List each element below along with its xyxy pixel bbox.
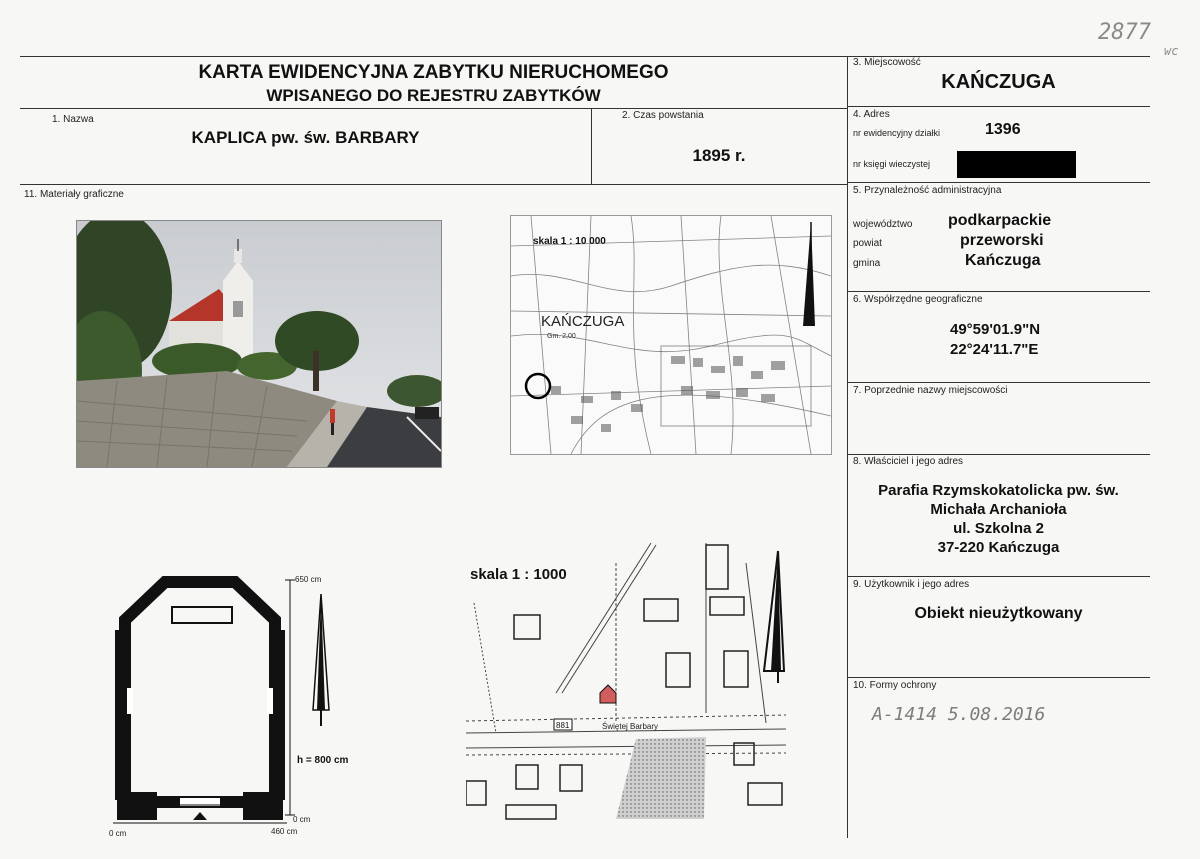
voivodeship-label: województwo (853, 219, 913, 230)
large-map-scale: skala 1 : 1000 (470, 566, 567, 583)
top-border (20, 56, 1150, 57)
road-number: 881 (556, 721, 570, 730)
protection-label: 10. Formy ochrony (853, 680, 937, 691)
fields-divider (20, 184, 847, 185)
owner-line-4: 37-220 Kańczuga (937, 539, 1060, 556)
plan-zero-left: 0 cm (109, 829, 127, 838)
plan-height-dimension: h = 800 cm (297, 755, 349, 766)
register-label: nr księgi wieczystej (853, 159, 931, 169)
date-value: 1895 r. (692, 146, 746, 165)
latitude-value: 49°59'01.9"N (950, 321, 1041, 338)
locality-label: 3. Miejscowość (853, 57, 921, 68)
plan-zero-right: 0 cm (293, 815, 311, 824)
plan-width-dimension: 460 cm (271, 827, 298, 836)
geo-label: 6. Współrzędne geograficzne (853, 294, 983, 305)
right-divider-5 (847, 454, 1150, 455)
name-label: 1. Nazwa (52, 114, 94, 125)
name-value: KAPLICA pw. św. BARBARY (191, 128, 420, 147)
register-redaction (957, 151, 1076, 178)
owner-line-3: ul. Szkolna 2 (953, 520, 1044, 537)
commune-value: Kańczuga (965, 252, 1041, 269)
page-subtitle: WPISANEGO DO REJESTRU ZABYTKÓW (266, 86, 601, 105)
parcel-value: 1396 (985, 121, 1021, 138)
map-scale-10000 (510, 215, 832, 455)
former-names-label: 7. Poprzednie nazwy miejscowości (853, 385, 1008, 396)
county-value: przeworski (960, 232, 1044, 249)
right-divider-7 (847, 677, 1150, 678)
map-scale-1000 (466, 543, 786, 823)
small-map-town: KAŃCZUGA (541, 313, 625, 330)
archive-suffix: wc (1164, 44, 1179, 58)
header-divider (20, 108, 847, 109)
parcel-label: nr ewidencyjny działki (853, 128, 941, 138)
column-divider (847, 56, 848, 838)
voivodeship-value: podkarpackie (948, 212, 1052, 229)
date-label: 2. Czas powstania (622, 110, 704, 121)
floor-plan (105, 570, 365, 840)
small-map-town-sub: Gm. 2,00 (547, 333, 576, 340)
owner-label: 8. Właściciel i jego adres (853, 456, 964, 467)
right-divider-2 (847, 182, 1150, 183)
owner-line-1: Parafia Rzymskokatolicka pw. św. (878, 482, 1119, 499)
address-label: 4. Adres (853, 109, 890, 120)
longitude-value: 22°24'11.7"E (950, 341, 1039, 358)
graphics-label: 11. Materiały graficzne (24, 189, 124, 200)
right-divider-4 (847, 382, 1150, 383)
street-label: Świętej Barbary (602, 722, 659, 731)
right-divider-3 (847, 291, 1150, 292)
small-map-scale: skala 1 : 10 000 (533, 236, 606, 247)
owner-line-2: Michała Archanioła (930, 501, 1067, 518)
chapel-photo (76, 220, 442, 468)
right-divider-6 (847, 576, 1150, 577)
user-label: 9. Użytkownik i jego adres (853, 579, 970, 590)
locality-value: KAŃCZUGA (941, 71, 1056, 93)
user-value: Obiekt nieużytkowany (914, 605, 1083, 622)
commune-label: gmina (853, 258, 881, 269)
plan-top-dimension: 650 cm (295, 575, 322, 584)
page-title: KARTA EWIDENCYJNA ZABYTKU NIERUCHOMEGO (198, 62, 669, 83)
right-divider-1 (847, 106, 1150, 107)
county-label: powiat (853, 238, 882, 249)
archive-number: 2877 (1098, 20, 1151, 45)
protection-value: A-1414 5.08.2016 (872, 704, 1046, 725)
admin-label: 5. Przynależność administracyjna (853, 185, 1002, 196)
